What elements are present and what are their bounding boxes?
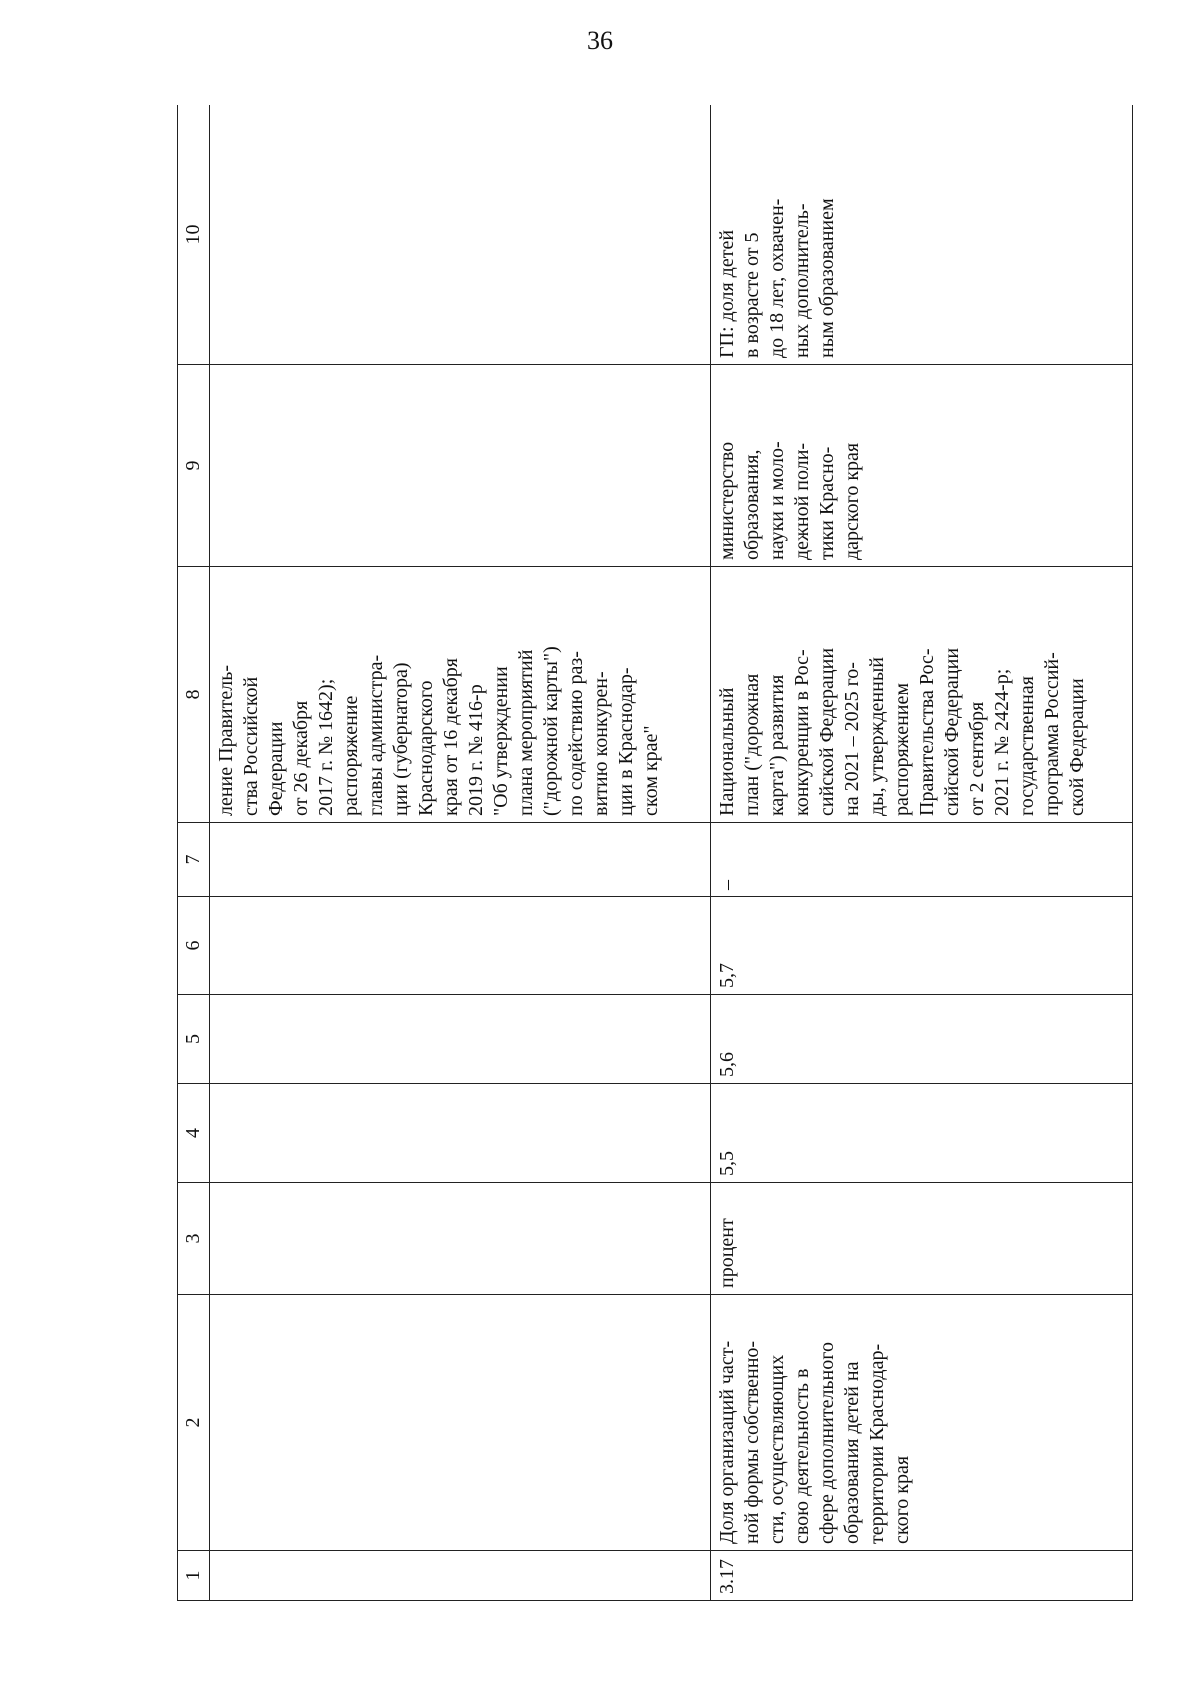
column-number: 8 xyxy=(178,567,210,823)
empty-cell xyxy=(210,995,711,1084)
column-number: 10 xyxy=(178,105,210,365)
empty-cell xyxy=(210,105,711,365)
column-number: 5 xyxy=(178,995,210,1084)
legal-basis: Национальный план ("дорожная карта") развития конкуренции в Рос- сийской Федерации на 2021 – 2025 го- ды, утвержденный распоряжением Правительства Рос- сийской Федерации от 2 сентября 2021 г. № 2424-р; государственная программа Россий- ской Федерации xyxy=(711,567,1133,823)
program-goal: ГП: доля детей в возрасте от 5 до 18 лет, охвачен- ных дополнитель- ным образованием xyxy=(711,105,1133,365)
column-number: 4 xyxy=(178,1084,210,1183)
empty-cell xyxy=(210,1295,711,1551)
column-number: 9 xyxy=(178,365,210,567)
empty-cell xyxy=(210,897,711,995)
column-number: 2 xyxy=(178,1295,210,1551)
value-col-7: – xyxy=(711,823,1133,897)
page-number: 36 xyxy=(587,26,613,55)
value-col-5: 5,6 xyxy=(711,995,1133,1084)
value-col-6: 5,7 xyxy=(711,897,1133,995)
column-number: 1 xyxy=(178,1551,210,1601)
empty-cell xyxy=(210,365,711,567)
indicator-table xyxy=(177,105,1133,1601)
legal-basis-continuation: ление Правитель- ства Российской Федерации от 26 декабря 2017 г. № 1642); распоряжение главы администра- ции (губернатора) Краснодарского края от 16 декабря 2019 г. № 416-р "Об утверждении плана мероприятий ("дорожной карты") по содействию раз- витию конкурен- ции в Краснодар- ском крае" xyxy=(210,567,711,823)
column-number: 6 xyxy=(178,897,210,995)
empty-cell xyxy=(210,823,711,897)
empty-cell xyxy=(210,1183,711,1295)
column-number: 7 xyxy=(178,823,210,897)
empty-cell xyxy=(210,1084,711,1183)
row-number: 3.17 xyxy=(711,1551,1133,1601)
column-number: 3 xyxy=(178,1183,210,1295)
responsible-body: министерство образования, науки и моло- дежной поли- тики Красно- дарского края xyxy=(711,365,1133,567)
unit-of-measure: процент xyxy=(711,1183,1133,1295)
empty-cell xyxy=(210,1551,711,1601)
value-col-4: 5,5 xyxy=(711,1084,1133,1183)
indicator-table-area xyxy=(177,105,1133,1601)
column-number-row xyxy=(178,105,210,1601)
table-row xyxy=(711,105,1133,1601)
continuation-row xyxy=(210,105,711,1601)
indicator-name: Доля организаций част- ной формы собственно- сти, осуществляющих свою деятельность в сфере дополнительного образования детей на территории Краснодар- ского края xyxy=(711,1295,1133,1551)
